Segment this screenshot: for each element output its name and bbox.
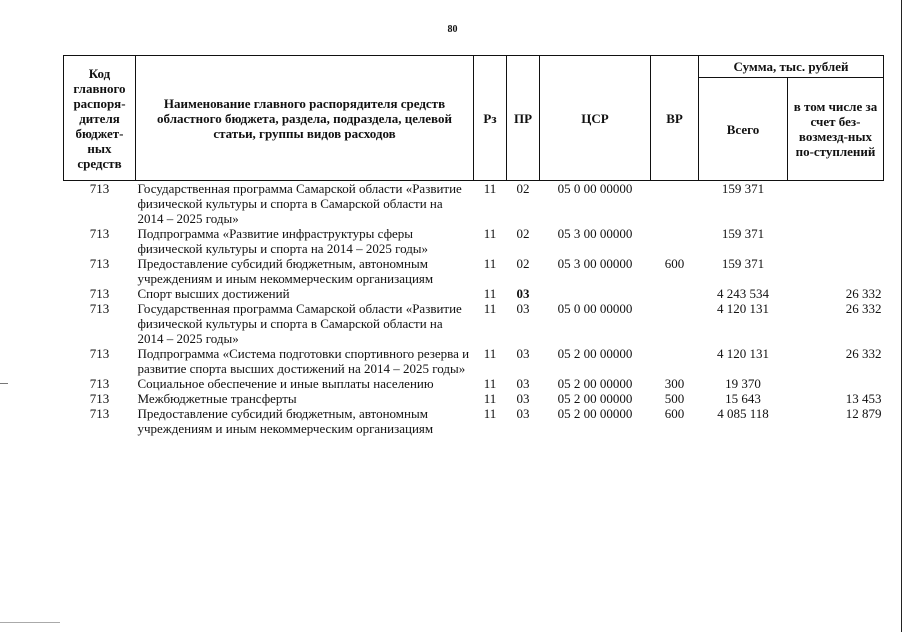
cell-name: Спорт высших достижений: [137, 286, 290, 301]
cell-csr: 05 0 00 00000: [557, 181, 633, 196]
cell-csr: 05 2 00 00000: [557, 406, 633, 421]
cell-free: 26 332: [845, 301, 882, 316]
cell-rz: 11: [483, 226, 497, 241]
cell-pr: 02: [516, 256, 530, 271]
cell-rz: 11: [483, 406, 497, 421]
cell-name: Государственная программа Самарской области «Развитие физической культуры и спорта в Самарской области на 2014 – 2025 годы»: [137, 181, 462, 226]
cell-code: 713: [89, 406, 110, 421]
cell-vr: 600: [664, 406, 685, 421]
cell-vr: [651, 181, 699, 227]
table-row: [64, 181, 884, 227]
cell-total: 15 643: [725, 391, 761, 406]
header-free: в том числе за счет без-возмезд-ных по-ступлений: [788, 78, 884, 181]
cell-rz: 11: [483, 376, 497, 391]
cell-free: 13 453: [845, 391, 882, 406]
cell-free: 26 332: [845, 346, 882, 361]
cell-name: Социальное обеспечение и иные выплаты населению: [137, 376, 434, 391]
cell-name: Предоставление субсидий бюджетным, автономным учреждениям и иным некоммерческим организациям: [137, 256, 434, 286]
table-row: [64, 256, 884, 286]
cell-csr: 05 3 00 00000: [557, 226, 633, 241]
table-row: [64, 376, 884, 391]
cell-free: [788, 226, 884, 256]
cell-rz: 11: [483, 301, 497, 316]
cell-name: Подпрограмма «Развитие инфраструктуры сферы физической культуры и спорта на 2014 – 2025 годы»: [137, 226, 429, 256]
cell-csr: 05 2 00 00000: [557, 376, 633, 391]
cell-total: 159 371: [721, 256, 765, 271]
table-row: [64, 406, 884, 436]
header-code: Код главного распоря-дителя бюджет-ных средств: [64, 56, 136, 181]
cell-name: Подпрограмма «Система подготовки спортивного резерва и развитие спорта высших достижений на 2014 – 2025 годы»: [137, 346, 470, 376]
table-row: [64, 286, 884, 301]
cell-rz: 11: [483, 391, 497, 406]
cell-code: 713: [89, 376, 110, 391]
cell-vr: [651, 346, 699, 376]
cell-pr: 03: [516, 346, 530, 361]
header-sum: Сумма, тыс. рублей: [699, 56, 884, 78]
cell-vr: 600: [664, 256, 685, 271]
cell-name: Государственная программа Самарской области «Развитие физической культуры и спорта в Самарской области на 2014 – 2025 годы»: [137, 301, 462, 346]
cell-vr: 300: [664, 376, 685, 391]
header-vr: ВР: [651, 56, 699, 181]
cell-code: 713: [89, 286, 110, 301]
cell-code: 713: [89, 391, 110, 406]
header-total: Всего: [699, 78, 788, 181]
cell-pr: 03: [516, 286, 530, 301]
header-name: Наименование главного распорядителя средств областного бюджета, раздела, подраздела, целевой статьи, группы видов расходов: [136, 56, 474, 181]
cell-free: [788, 376, 884, 391]
cell-total: 4 085 118: [717, 406, 769, 421]
cell-vr: 500: [664, 391, 685, 406]
scan-border-line: [901, 0, 902, 632]
cell-pr: 03: [516, 391, 530, 406]
cell-csr: 05 2 00 00000: [557, 391, 633, 406]
cell-rz: 11: [483, 346, 497, 361]
cell-total: 159 371: [721, 181, 765, 196]
cell-pr: 02: [516, 181, 530, 196]
cell-vr: [651, 226, 699, 256]
cell-name: Межбюджетные трансферты: [137, 391, 297, 406]
page-number: 80: [447, 24, 458, 35]
header-rz: Рз: [474, 56, 507, 181]
cell-free: [788, 256, 884, 286]
cell-pr: 03: [516, 301, 530, 316]
table-row: [64, 226, 884, 256]
table-row: [64, 391, 884, 406]
cell-vr: [651, 301, 699, 346]
cell-code: 713: [89, 226, 110, 241]
cell-pr: 03: [516, 406, 530, 421]
table-row: [64, 301, 884, 346]
cell-rz: 11: [483, 181, 497, 196]
table-row: [64, 346, 884, 376]
cell-total: 4 120 131: [717, 346, 769, 361]
header-csr: ЦСР: [540, 56, 651, 181]
cell-csr: [540, 286, 651, 301]
cell-csr: 05 3 00 00000: [557, 256, 633, 271]
cell-code: 713: [89, 256, 110, 271]
cell-total: 4 243 534: [717, 286, 769, 301]
cell-code: 713: [89, 301, 110, 316]
cell-pr: 03: [516, 376, 530, 391]
budget-table: [63, 55, 884, 436]
cell-pr: 02: [516, 226, 530, 241]
cell-rz: 11: [483, 256, 497, 271]
cell-rz: 11: [483, 286, 497, 301]
cell-total: 159 371: [721, 226, 765, 241]
scan-mark: [0, 383, 8, 384]
cell-vr: [651, 286, 699, 301]
scan-mark: [0, 622, 60, 623]
header-pr: ПР: [507, 56, 540, 181]
cell-free: 26 332: [845, 286, 882, 301]
cell-csr: 05 0 00 00000: [557, 301, 633, 316]
cell-name: Предоставление субсидий бюджетным, автономным учреждениям и иным некоммерческим организациям: [137, 406, 434, 436]
cell-code: 713: [89, 181, 110, 196]
cell-free: [788, 181, 884, 227]
cell-free: 12 879: [845, 406, 882, 421]
cell-total: 19 370: [725, 376, 761, 391]
cell-total: 4 120 131: [717, 301, 769, 316]
cell-code: 713: [89, 346, 110, 361]
cell-csr: 05 2 00 00000: [557, 346, 633, 361]
